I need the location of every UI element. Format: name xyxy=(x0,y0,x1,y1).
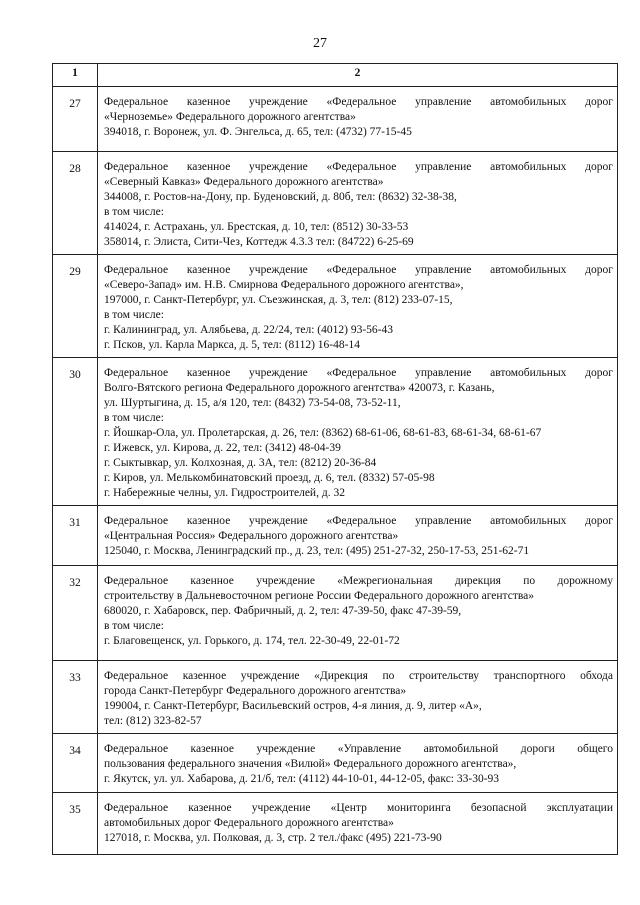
detail-line: Федеральное казенное учреждение «Федеральное управление автомобильных дорог xyxy=(104,367,613,379)
detail-line: г. Калининград, ул. Алябьева, д. 22/24, тел: (4012) 93-56-43 xyxy=(104,324,393,336)
institution-details xyxy=(98,358,618,506)
detail-line: 197000, г. Санкт-Петербург, ул. Съезжинская, д. 3, тел: (812) 233-07-15, xyxy=(104,294,453,306)
detail-line: Волго-Вятского региона Федерального дорожного агентства» 420073, г. Казань, xyxy=(104,382,495,394)
detail-line: 199004, г. Санкт-Петербург, Васильевский остров, 4-я линия, д. 9, литер «А», xyxy=(104,700,482,712)
detail-line: пользования федерального значения «Вилюй» Федерального дорожного агентства», xyxy=(104,758,517,770)
institution-details xyxy=(98,793,618,855)
table-row xyxy=(53,734,618,793)
detail-line: 344008, г. Ростов-на-Дону, пр. Буденовский, д. 80б, тел: (8632) 32-38-38, xyxy=(104,191,457,203)
detail-line: г. Сыктывкар, ул. Колхозная, д. 3А, тел: (8212) 20-36-84 xyxy=(104,457,377,469)
detail-line: в том числе: xyxy=(104,206,164,218)
detail-line: Федеральное казенное учреждение «Федеральное управление автомобильных дорог xyxy=(104,515,613,527)
row-number: 29 xyxy=(53,255,98,358)
row-number: 31 xyxy=(53,506,98,566)
detail-line: Федеральное казенное учреждение «Дирекция по строительству транспортного обхода xyxy=(104,670,613,682)
institution-details xyxy=(98,506,618,566)
detail-line: «Черноземье» Федерального дорожного агентства» xyxy=(104,111,356,123)
detail-line: «Центральная Россия» Федерального дорожного агентства» xyxy=(104,530,399,542)
detail-line: в том числе: xyxy=(104,620,164,632)
detail-line: города Санкт-Петербург Федерального дорожного агентства» xyxy=(104,685,407,697)
detail-line: Федеральное казенное учреждение «Управление автомобильной дороги общего xyxy=(104,743,613,755)
detail-line: г. Ижевск, ул. Кирова, д. 22, тел: (3412) 48-04-39 xyxy=(104,442,341,454)
detail-line: тел: (812) 323-82-57 xyxy=(104,715,202,727)
detail-line: г. Киров, ул. Мелькомбинатовский проезд, д. 6, тел. (8332) 57-05-98 xyxy=(104,472,435,484)
row-number: 33 xyxy=(53,661,98,734)
table-row xyxy=(53,152,618,255)
row-number: 28 xyxy=(53,152,98,255)
row-number: 34 xyxy=(53,734,98,793)
row-number: 27 xyxy=(53,87,98,152)
table-row xyxy=(53,661,618,734)
detail-line: Федеральное казенное учреждение «Федеральное управление автомобильных дорог xyxy=(104,96,613,108)
detail-line: 680020, г. Хабаровск, пер. Фабричный, д. 2, тел: 47-39-50, факс 47-39-59, xyxy=(104,605,462,617)
row-number: 35 xyxy=(53,793,98,855)
detail-line: «Северо-Запад» им. Н.В. Смирнова Федерального дорожного агентства», xyxy=(104,279,464,291)
detail-line: Федеральное казенное учреждение «Межрегиональная дирекция по дорожному xyxy=(104,575,613,587)
table-row xyxy=(53,255,618,358)
detail-line: 414024, г. Астрахань, ул. Брестская, д. 10, тел: (8512) 30-33-53 xyxy=(104,221,409,233)
institution-details xyxy=(98,255,618,358)
institution-details xyxy=(98,661,618,734)
institution-details xyxy=(98,566,618,661)
detail-line: Федеральное казенное учреждение «Федеральное управление автомобильных дорог xyxy=(104,161,613,173)
detail-line: ул. Шуртыгина, д. 15, а/я 120, тел: (8432) 73-54-08, 73-52-11, xyxy=(104,397,401,409)
row-number: 30 xyxy=(53,358,98,506)
institutions-table xyxy=(52,63,618,855)
detail-line: автомобильных дорог Федерального дорожного агентства» xyxy=(104,817,394,829)
detail-line: Федеральное казенное учреждение «Центр мониторинга безопасной эксплуатации xyxy=(104,802,613,814)
detail-line: 358014, г. Элиста, Сити-Чез, Коттедж 4.3.3 тел: (84722) 6-25-69 xyxy=(104,236,414,248)
column-header-2: 2 xyxy=(98,64,618,87)
detail-line: 127018, г. Москва, ул. Полковая, д. 3, стр. 2 тел./факс (495) 221-73-90 xyxy=(104,832,442,844)
detail-line: в том числе: xyxy=(104,309,164,321)
detail-line: 394018, г. Воронеж, ул. Ф. Энгельса, д. 65, тел: (4732) 77-15-45 xyxy=(104,126,412,138)
row-number: 32 xyxy=(53,566,98,661)
table-header-row xyxy=(53,64,618,87)
table-row xyxy=(53,87,618,152)
column-header-1: 1 xyxy=(53,64,98,87)
table-row xyxy=(53,506,618,566)
detail-line: 125040, г. Москва, Ленинградский пр., д. 23, тел: (495) 251-27-32, 250-17-53, 251-62-71 xyxy=(104,545,530,557)
table-row xyxy=(53,793,618,855)
institution-details xyxy=(98,734,618,793)
detail-line: г. Набережные челны, ул. Гидростроителей, д. 32 xyxy=(104,487,345,499)
table-row xyxy=(53,358,618,506)
page-number: 27 xyxy=(313,36,327,51)
detail-line: строительству в Дальневосточном регионе России Федерального дорожного агентства» xyxy=(104,590,534,602)
detail-line: г. Якутск, ул. ул. Хабарова, д. 21/б, тел: (4112) 44-10-01, 44-12-05, факс: 33-30-93 xyxy=(104,773,500,785)
detail-line: Федеральное казенное учреждение «Федеральное управление автомобильных дорог xyxy=(104,264,613,276)
institution-details xyxy=(98,87,618,152)
detail-line: г. Псков, ул. Карла Маркса, д. 5, тел: (8112) 16-48-14 xyxy=(104,339,360,351)
table-row xyxy=(53,566,618,661)
institution-details xyxy=(98,152,618,255)
detail-line: г. Йошкар-Ола, ул. Пролетарская, д. 26, тел: (8362) 68-61-06, 68-61-83, 68-61-34, 68-61-67 xyxy=(104,427,542,439)
detail-line: г. Благовещенск, ул. Горького, д. 174, тел. 22-30-49, 22-01-72 xyxy=(104,635,400,647)
detail-line: «Северный Кавказ» Федерального дорожного агентства» xyxy=(104,176,384,188)
detail-line: в том числе: xyxy=(104,412,164,424)
